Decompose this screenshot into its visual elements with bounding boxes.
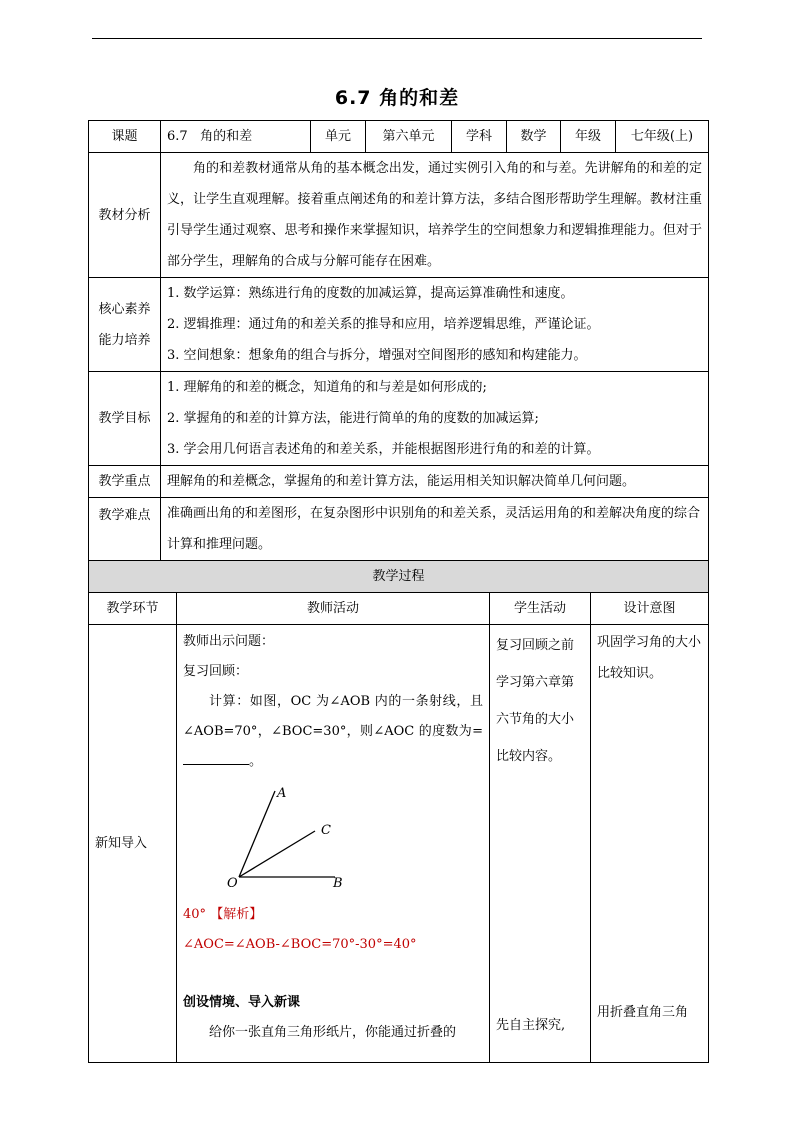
core-label-line1: 核心素养 [98,301,151,317]
answer-value: 40° [183,907,207,922]
student-text: 复习回顾之前学习第六章第六节角的大小比较内容。 [496,638,575,764]
header-rule [92,38,702,39]
label-a: A [277,786,287,801]
subject-label: 学科 [452,121,507,153]
teacher-line: 复习回顾： [183,664,249,679]
grade-label: 年级 [561,121,616,153]
answer-tag: 【解析】 [210,907,263,922]
teaching-process-table [88,560,709,1063]
goal-item: 3. 学会用几何语言表述角的和差关系，并能根据图形进行角的和差的计算。 [167,442,600,457]
lesson-info-table [88,120,709,561]
column-header: 教师活动 [177,593,490,625]
subject-value: 数学 [507,121,561,153]
goals-list [161,372,709,466]
grade-value: 七年级(上) [616,121,709,153]
goals-label: 教学目标 [89,372,161,466]
angle-diagram [223,783,353,888]
question-end: 。 [249,754,263,769]
analysis-text: 角的和差教材通常从角的基本概念出发，通过实例引入角的和与差。先讲解角的和差的定义，让学生直观理解。接着重点阐述角的和差计算方法，多结合图形帮助学生理解。教材注重引导学生通过观察、思考和操作来掌握知识，培养学生的空间想象力和逻辑推理能力。但对于部分学生，理解角的合成与分解可能存在困难。 [161,153,709,278]
unit-label: 单元 [311,121,366,153]
design-intent [591,625,709,1063]
label-b: B [333,876,343,888]
difficulty-label: 教学难点 [89,498,161,561]
student-activity [490,625,591,1063]
lesson-value: 6.7 角的和差 [161,121,311,153]
key-point-label: 教学重点 [89,466,161,498]
column-header: 教学环节 [89,593,177,625]
intent-text-2: 用折叠直角三角 [597,1005,689,1020]
core-item: 3. 空间想象：想象角的组合与拆分，增强对空间图形的感知和构建能力。 [167,348,587,363]
teacher-line: 教师出示问题： [183,634,275,649]
section-title: 创设情境、导入新课 [183,995,301,1010]
core-item: 2. 逻辑推理：通过角的和差关系的推导和应用，培养逻辑思维，严谨论证。 [167,317,600,332]
core-item: 1. 数学运算：熟练进行角的度数的加减运算，提高运算准确性和速度。 [167,286,574,301]
key-point-text: 理解角的和差概念，掌握角的和差计算方法，能运用相关知识解决简单几何问题。 [161,466,709,498]
column-header: 学生活动 [490,593,591,625]
analysis-label: 教材分析 [89,153,161,278]
difficulty-text: 准确画出角的和差图形，在复杂图形中识别角的和差关系，灵活运用角的和差解决角度的综合计算和推理问题。 [161,498,709,561]
core-label [89,278,161,372]
answer-line [183,900,483,930]
student-text-2: 先自主探究, [496,1018,566,1033]
answer-formula: ∠AOC=∠AOB-∠BOC=70°-30°=40° [183,937,417,952]
intent-text: 巩固学习角的大小比较知识。 [597,635,702,681]
unit-value: 第六单元 [366,121,452,153]
question-text [183,687,483,777]
page-title: 6.7 角的和差 [334,87,460,109]
question-body: 计算：如图，OC 为∠AOB 内的一条射线，且∠AOB=70°，∠BOC=30°，则∠AOC 的度数为= [183,694,483,739]
label-o: O [227,876,238,888]
core-list [161,278,709,372]
process-header: 教学过程 [89,561,709,593]
core-label-line2: 能力培养 [98,332,151,348]
label-c: C [321,823,331,838]
teacher-activity [177,625,490,1063]
stage-name: 新知导入 [89,625,177,1063]
column-header: 设计意图 [591,593,709,625]
intro-text: 给你一张直角三角形纸片，你能通过折叠的 [209,1025,457,1040]
lesson-label: 课题 [89,121,161,153]
goal-item: 1. 理解角的和差的概念，知道角的和与差是如何形成的; [167,380,487,395]
ray-oc [239,831,315,877]
goal-item: 2. 掌握角的和差的计算方法，能进行简单的角的度数的加减运算; [167,411,539,426]
answer-blank [183,750,249,765]
ray-oa [239,791,275,877]
